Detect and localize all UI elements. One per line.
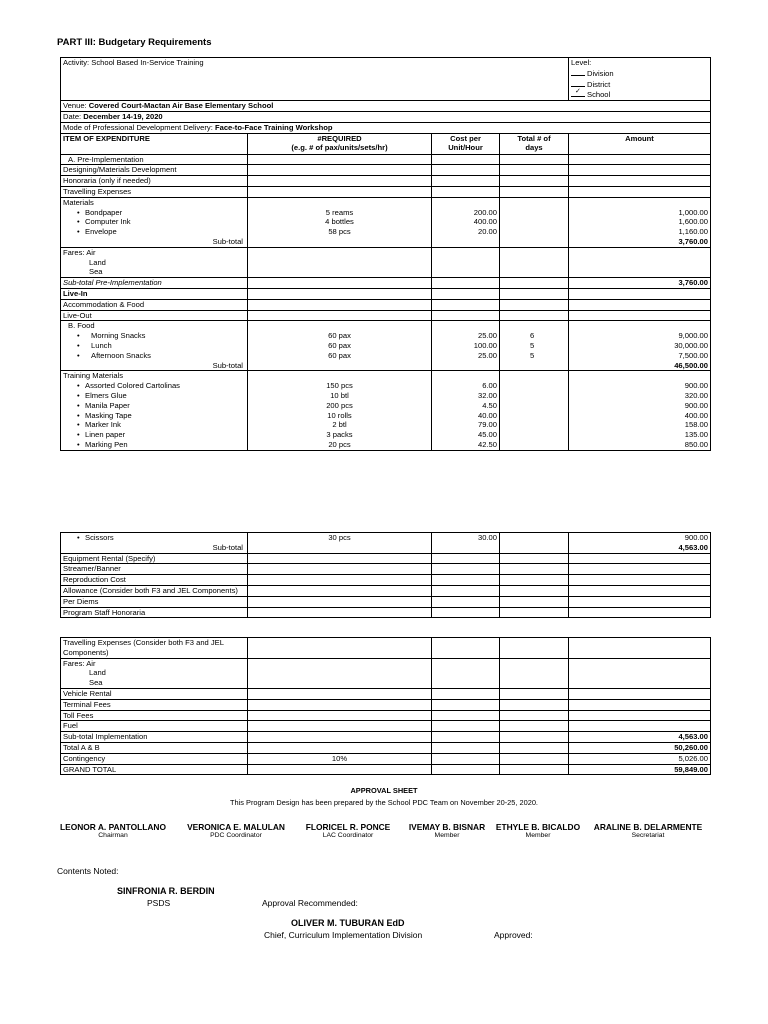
list-item: • Computer Ink xyxy=(63,217,245,227)
subtotal-value: 46,500.00 xyxy=(674,360,708,370)
level-blank xyxy=(571,89,585,97)
list-item: • Afternoon Snacks xyxy=(63,351,245,361)
table-row xyxy=(61,742,711,753)
mode-label: Mode of Professional Development Delivery: xyxy=(63,122,213,132)
level-option-district[interactable] xyxy=(571,79,708,90)
table-row xyxy=(61,710,711,721)
signatory: ETHYLE B. BICALDO Member xyxy=(495,822,581,839)
table-row xyxy=(61,299,711,310)
table-row xyxy=(61,278,711,289)
contingency-value: 5,026.00 xyxy=(569,753,711,764)
table-row xyxy=(61,288,711,299)
table-row xyxy=(61,638,711,659)
subtotal-value: 3,760.00 xyxy=(678,236,708,246)
row-label: Contingency xyxy=(61,753,248,764)
level-blank xyxy=(571,68,585,76)
row-label: Accommodation & Food xyxy=(61,299,248,310)
table-row xyxy=(61,575,711,586)
row-label: Equipment Rental (Specify) xyxy=(61,553,248,564)
noted-by-name: SINFRONIA R. BERDIN xyxy=(117,886,215,896)
subtotal-label: Sub-total xyxy=(212,360,243,370)
row-label: Per Diems xyxy=(61,596,248,607)
row-label: Sub-total Implementation xyxy=(61,732,248,743)
level-cell xyxy=(569,58,711,101)
header-row xyxy=(61,133,711,154)
level-blank xyxy=(571,79,585,87)
list-item: • Assorted Colored Cartolinas xyxy=(63,381,245,391)
header-required: #REQUIRED (e.g. # of pax/units/sets/hr) xyxy=(248,133,432,154)
row-label: Travelling Expenses xyxy=(61,186,248,197)
table-row xyxy=(61,596,711,607)
row-label: Program Staff Honoraria xyxy=(61,607,248,618)
signatory: LEONOR A. PANTOLLANO Chairman xyxy=(60,822,166,839)
date-cell xyxy=(61,111,711,122)
row-label: Training Materials xyxy=(63,371,124,381)
table-row xyxy=(61,764,711,775)
list-item: • Lunch xyxy=(63,341,245,351)
list-item: • Manila Paper xyxy=(63,401,245,411)
table-row xyxy=(61,553,711,564)
scissors-block: • Scissors Sub-total 30 pcs 30.00 900.00 4,563.00 xyxy=(61,533,711,554)
approval-title: APPROVAL SHEET xyxy=(350,786,418,795)
row-label: Reproduction Cost xyxy=(61,575,248,586)
row-label: Sub-total Pre-Implementation xyxy=(61,278,248,289)
row-label: Streamer/Banner xyxy=(61,564,248,575)
level-label: Level: xyxy=(571,58,592,67)
mode-row xyxy=(61,122,711,133)
list-item: • Scissors xyxy=(63,533,245,543)
row-label: Materials xyxy=(63,197,94,207)
table-row xyxy=(61,186,711,197)
row-label: Travelling Expenses (Consider both F3 and JEL Components) xyxy=(61,638,248,659)
signatory: FLORICEL R. PONCE LAC Coordinator xyxy=(305,822,391,839)
list-item: • Marker Ink xyxy=(63,420,245,430)
signatory: ARALINE B. DELARMENTE Secretariat xyxy=(593,822,703,839)
training-block: Training Materials • Assorted Colored Cartolinas • Elmers Glue • Manila Paper • Masking Tape • Marker Ink • Linen paper • Marking Pen 150 pcs 10 btl 200 pcs 10 rolls 2 btl 3 packs 20 pcs 6.00 32.00 4.50 40.00 79.00 45.00 42.50 900.00 320.00 900.00 400.00 158.00 135.00 850.00 xyxy=(61,371,711,450)
activity-row xyxy=(61,58,711,101)
contingency-percent: 10% xyxy=(248,753,432,764)
list-item: • Elmers Glue xyxy=(63,391,245,401)
level-option-school[interactable] xyxy=(571,89,708,100)
subtotal-value: 4,563.00 xyxy=(569,732,711,743)
total-value: 50,260.00 xyxy=(569,742,711,753)
approved-label: Approved: xyxy=(494,930,533,940)
table-row xyxy=(61,699,711,710)
signatory: IVEMAY B. BISNAR Member xyxy=(408,822,486,839)
venue-row xyxy=(61,101,711,112)
list-item: • Masking Tape xyxy=(63,411,245,421)
table-row xyxy=(61,310,711,321)
row-label: Vehicle Rental xyxy=(61,688,248,699)
activity-cell: Activity: School Based In-Service Training xyxy=(61,58,569,101)
table-row xyxy=(61,564,711,575)
grand-total-value: 59,849.00 xyxy=(569,764,711,775)
row-label: Terminal Fees xyxy=(61,699,248,710)
table-row xyxy=(61,732,711,743)
fares-block: Fares: Air Land Sea xyxy=(61,658,711,688)
subtotal-value: 4,563.00 xyxy=(678,542,708,552)
header-amount: Amount xyxy=(569,133,711,154)
date-row xyxy=(61,111,711,122)
fares-block: Fares: Air Land Sea xyxy=(61,247,711,277)
row-label: Live-Out xyxy=(61,310,248,321)
venue-value: Covered Court-Mactan Air Base Elementary School xyxy=(88,101,274,111)
row-label: Toll Fees xyxy=(61,710,248,721)
food-block: B. Food • Morning Snacks • Lunch • Afternoon Snacks Sub-total 60 pax 60 pax 60 pax 25.00 100.00 25.00 6 5 5 9,000.00 30,000.00 7,500.00 46,500.00 xyxy=(61,321,711,371)
row-label: Designing/Materials Development xyxy=(61,165,248,176)
contents-noted-label: Contents Noted: xyxy=(57,866,119,876)
mode-cell xyxy=(61,122,711,133)
row-label: Fuel xyxy=(61,721,248,732)
recommender-title: Chief, Curriculum Implementation Division xyxy=(264,930,423,940)
table-row xyxy=(61,753,711,764)
subtotal-value: 3,760.00 xyxy=(569,278,711,289)
row-label: Total A & B xyxy=(61,742,248,753)
list-item: • Bondpaper xyxy=(63,208,245,218)
venue-cell xyxy=(61,101,711,112)
header-days: Total # of days xyxy=(500,133,569,154)
prepared-statement: This Program Design has been prepared by the School PDC Team on November 20-25, 2020. xyxy=(230,798,538,807)
approval-recommended-label: Approval Recommended: xyxy=(262,898,358,908)
level-option-label: School xyxy=(587,90,611,100)
budget-table-main xyxy=(60,57,711,451)
row-label: GRAND TOTAL xyxy=(61,764,248,775)
row-label: B. Food xyxy=(68,321,95,331)
date-label: Date: xyxy=(63,111,82,121)
signatory: VERONICA E. MALULAN PDC Coordinator xyxy=(187,822,285,839)
mode-value: Face-to-Face Training Workshop xyxy=(214,122,333,132)
header-item: ITEM OF EXPENDITURE xyxy=(61,133,248,154)
row-label: Live-In xyxy=(61,288,248,299)
table-row xyxy=(61,721,711,732)
venue-label: Venue: xyxy=(63,101,87,111)
table-row xyxy=(61,607,711,618)
date-value: December 14-19, 2020 xyxy=(83,111,163,121)
budget-table-travel xyxy=(60,637,711,775)
materials-block: Materials • Bondpaper • Computer Ink • Envelope Sub-total 5 reams 4 bottles 58 pcs 200.00 400.00 20.00 1,000.00 1,600.00 1,160.00 3,760.00 xyxy=(61,197,711,247)
level-option-label: Division xyxy=(587,68,614,78)
table-row xyxy=(61,165,711,176)
table-row xyxy=(61,585,711,596)
subtotal-label: Sub-total xyxy=(212,236,243,246)
list-item: • Envelope xyxy=(63,227,245,237)
table-row xyxy=(61,154,711,165)
section-title: A. Pre-Implementation xyxy=(68,154,144,164)
level-option-label: District xyxy=(587,79,611,89)
list-item: • Morning Snacks xyxy=(63,331,245,341)
table-row xyxy=(61,688,711,699)
noted-by-title: PSDS xyxy=(147,898,171,908)
table-row xyxy=(61,176,711,187)
list-item: • Linen paper xyxy=(63,430,245,440)
subtotal-label: Sub-total xyxy=(212,542,243,552)
recommender-name: OLIVER M. TUBURAN EdD xyxy=(291,918,405,928)
materials-items xyxy=(61,197,248,247)
row-label: Honoraria (only if needed) xyxy=(61,176,248,187)
check-mark-icon: ✓ xyxy=(575,88,581,96)
row-label: Allowance (Consider both F3 and JEL Components) xyxy=(61,585,248,596)
budget-table-continued xyxy=(60,532,711,618)
level-option-division[interactable] xyxy=(571,68,708,79)
part-title: PART III: Budgetary Requirements xyxy=(57,37,212,48)
header-cost: Cost per Unit/Hour xyxy=(432,133,500,154)
list-item: • Marking Pen xyxy=(63,440,245,450)
